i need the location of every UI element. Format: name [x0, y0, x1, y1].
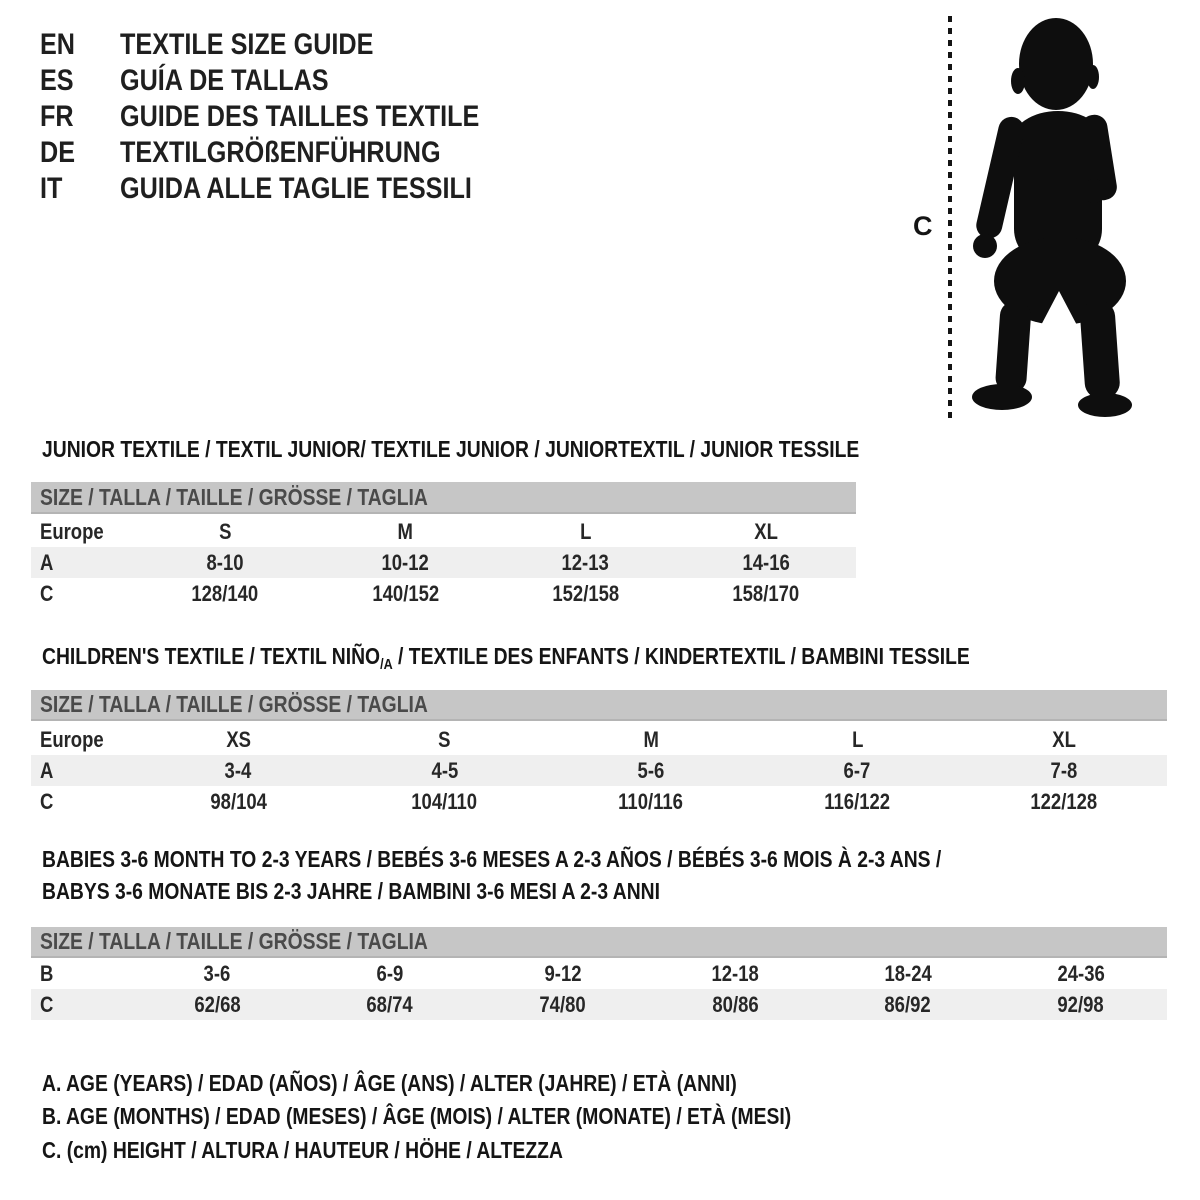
lang-row-es: [40, 63, 548, 99]
size-cell: S: [438, 726, 451, 752]
children-heading-text: CHILDREN'S TEXTILE / TEXTIL $NIÑO_{/A}$ / TEXTILE DES ENFANTS / KINDERTEXTIL / BAMBINI TESSILE: [42, 643, 970, 673]
size-cell: L: [579, 519, 592, 544]
lang-row-en: [40, 27, 548, 63]
value-cell: 104/110: [411, 788, 478, 814]
row-label: C: [40, 580, 54, 606]
value-cell: 12-13: [561, 549, 610, 575]
size-cell: XS: [225, 726, 251, 752]
lang-code: ES: [40, 64, 74, 97]
size-cell: L: [851, 726, 864, 752]
size-cell: S: [218, 519, 232, 544]
children-row-age: [31, 755, 1167, 786]
lang-title: TEXTILE SIZE GUIDE: [120, 28, 374, 61]
value-cell: 6-7: [844, 757, 871, 783]
value-cell: 74/80: [539, 991, 586, 1017]
value-cell: 18-24: [884, 960, 932, 986]
size-cell: XL: [1051, 726, 1076, 752]
legend-text: B. AGE (MONTHS) / EDAD (MESES) / ÂGE (MOIS) / ALTER (MONATE) / ETÀ (MESI): [42, 1103, 792, 1129]
value-cell: 10-12: [381, 549, 430, 575]
junior-section-heading: [42, 437, 1015, 461]
legend-age-months: [42, 1103, 934, 1130]
value-cell: 80/86: [712, 991, 759, 1017]
value-cell: 152/158: [552, 580, 620, 606]
children-row-europe: [31, 724, 1167, 755]
size-bar-text: SIZE / TALLA / TAILLE / GRÖSSE / TAGLIA: [40, 928, 428, 954]
lang-code: FR: [40, 100, 74, 133]
value-cell: 116/122: [824, 788, 891, 814]
value-cell: 3-6: [203, 960, 231, 986]
lang-title: GUIDE DES TAILLES TEXTILE: [120, 100, 480, 133]
legend-text: C. (cm) HEIGHT / ALTURA / HAUTEUR / HÖHE / ALTEZZA: [42, 1137, 563, 1163]
children-row-height: [31, 786, 1167, 817]
value-cell: 158/170: [732, 580, 800, 606]
legend-age-years: [42, 1070, 869, 1097]
value-cell: 92/98: [1057, 991, 1104, 1017]
value-cell: 7-8: [1050, 757, 1078, 783]
row-label: B: [40, 960, 54, 986]
babies-section-heading-line2: [42, 879, 778, 903]
size-bar-text: SIZE / TALLA / TAILLE / GRÖSSE / TAGLIA: [40, 691, 428, 717]
babies-heading-text: BABIES 3-6 MONTH TO 2-3 YEARS / BEBÉS 3-6 MESES A 2-3 AÑOS / BÉBÉS 3-6 MOIS À 2-3 ANS /: [42, 846, 942, 872]
size-bar-text: SIZE / TALLA / TAILLE / GRÖSSE / TAGLIA: [40, 483, 428, 510]
value-cell: 110/116: [618, 788, 684, 814]
toddler-silhouette-icon: [968, 15, 1144, 419]
babies-section-heading-line1: [42, 847, 1113, 871]
junior-heading-text: JUNIOR TEXTILE / TEXTIL JUNIOR/ TEXTILE JUNIOR / JUNIORTEXTIL / JUNIOR TESSILE: [42, 436, 860, 462]
junior-row-age: [31, 547, 856, 578]
lang-title: GUIDA ALLE TAGLIE TESSILI: [120, 172, 472, 205]
value-cell: 6-9: [376, 960, 404, 986]
lang-title: GUÍA DE TALLAS: [120, 64, 329, 97]
row-label: C: [40, 788, 54, 814]
lang-row-fr: [40, 99, 548, 135]
lang-row-de: [40, 135, 548, 171]
value-cell: 86/92: [884, 991, 932, 1017]
row-label: A: [40, 549, 54, 575]
value-cell: 14-16: [742, 549, 790, 575]
legend-text: A. AGE (YEARS) / EDAD (AÑOS) / ÂGE (ANS) / ALTER (JAHRE) / ETÀ (ANNI): [42, 1070, 737, 1096]
lang-code: DE: [40, 136, 76, 169]
value-cell: 128/140: [191, 580, 259, 606]
babies-row-months: [31, 958, 1167, 989]
value-cell: 4-5: [431, 757, 458, 783]
children-size-bar: [31, 690, 1167, 721]
junior-row-europe: [31, 517, 856, 547]
height-measure-line: [948, 16, 952, 418]
junior-size-bar: [31, 482, 856, 514]
row-label: C: [40, 991, 54, 1017]
babies-size-bar: [31, 927, 1167, 958]
value-cell: 5-6: [637, 757, 665, 783]
size-cell: M: [643, 726, 659, 752]
lang-code: EN: [40, 28, 76, 61]
size-cell: XL: [754, 519, 778, 544]
size-cell: M: [397, 519, 414, 544]
value-cell: 3-4: [224, 757, 252, 783]
lang-title: TEXTILGRÖßENFÜHRUNG: [120, 136, 441, 169]
height-measure-label: C: [913, 211, 933, 241]
value-cell: 68/74: [366, 991, 414, 1017]
lang-row-it: [40, 171, 548, 207]
value-cell: 62/68: [194, 991, 241, 1017]
legend-height-cm: [42, 1137, 662, 1164]
row-label: Europe: [40, 519, 104, 544]
value-cell: 140/152: [371, 580, 439, 606]
value-cell: 8-10: [206, 549, 244, 575]
row-label: Europe: [40, 726, 104, 752]
babies-row-height: [31, 989, 1167, 1020]
value-cell: 24-36: [1057, 960, 1105, 986]
value-cell: 98/104: [209, 788, 267, 814]
lang-code: IT: [40, 172, 63, 205]
language-title-list: [40, 27, 548, 207]
value-cell: 12-18: [711, 960, 759, 986]
babies-heading-text: BABYS 3-6 MONATE BIS 2-3 JAHRE / BAMBINI 3-6 MESI A 2-3 ANNI: [42, 878, 660, 904]
children-section-heading: [42, 644, 1147, 677]
value-cell: 9-12: [544, 960, 582, 986]
value-cell: 122/128: [1030, 788, 1098, 814]
row-label: A: [40, 757, 54, 783]
junior-row-height: [31, 578, 856, 609]
